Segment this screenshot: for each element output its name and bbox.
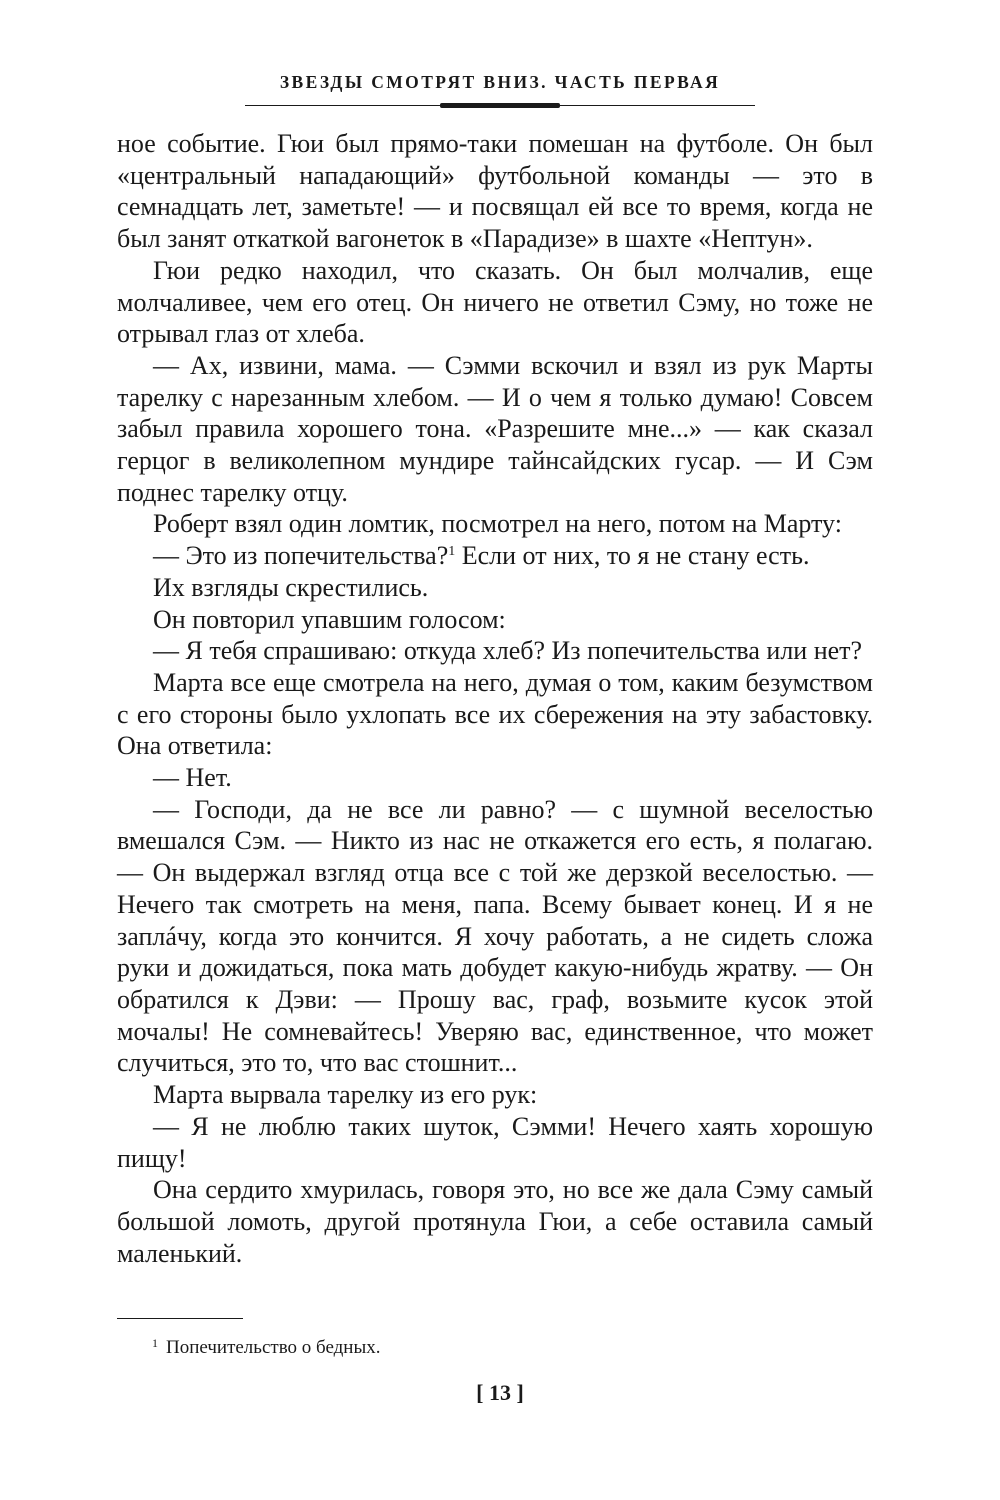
header-rule-ornament xyxy=(440,103,560,108)
paragraph: — Господи, да не все ли равно? — с шумной веселостью вмешался Сэм. — Никто из нас не откажется его есть, я полагаю. — Он выдержал взгляд отца все с той же дерзкой веселостью. — Нечего так смотреть на меня, папа. Всему бывает конец. И я не заплáчу, когда это кончится. Я хочу работать, а не сидеть сложа руки и дожидаться, пока мать добудет какую-нибудь жратву. — Он обратился к Дэви: — Прошу вас, граф, возьмите кусок этой мочалы! Не сомневайтесь! Уверяю вас, единственное, что может случиться, это то, что вас стошнит... xyxy=(117,794,873,1078)
paragraph: Она сердито хмурилась, говоря это, но все же дала Сэму самый большой ломоть, другой протянула Гюи, а себе оставила самый маленький. xyxy=(117,1175,873,1268)
footnote-reference: 1 xyxy=(448,544,456,560)
footnote-marker: 1 xyxy=(152,1336,158,1350)
paragraph-with-footnote xyxy=(117,540,873,572)
paragraph-text: — Это из попечительства? xyxy=(153,541,449,571)
paragraph: Марта все еще смотрела на него, думая о том, каким безумством с его стороны было ухлопать все их сбережения на эту забастовку. Она ответила: xyxy=(117,667,873,761)
paragraph: Марта вырвала тарелку из его рук: xyxy=(153,1080,538,1110)
paragraph: Гюи редко находил, что сказать. Он был молчалив, еще молчаливее, чем его отец. Он ничего не ответил Сэму, но тоже не отрывал глаз от хлеба. xyxy=(117,255,873,349)
running-title: ЗВЕЗДЫ СМОТРЯТ ВНИЗ. ЧАСТЬ ПЕРВАЯ xyxy=(279,72,721,92)
paragraph: Роберт взял один ломтик, посмотрел на него, потом на Марту: xyxy=(153,509,842,539)
paragraph: Их взгляды скрестились. xyxy=(153,572,429,602)
paragraph: — Нет. xyxy=(153,763,232,793)
paragraph: ное событие. Гюи был прямо-таки помешан на футболе. Он был «центральный нападающий» футбольной команды — это в семнадцать лет, заметьте! — и посвящал ей все то время, когда не был занят откаткой вагонеток в «Парадизе» в шахте «Нептун». xyxy=(117,129,873,254)
footnote xyxy=(152,1331,380,1360)
paragraph: — Я не люблю таких шуток, Сэмми! Нечего хаять хорошую пищу! xyxy=(117,1111,873,1173)
footnote-text: Попечительство о бедных. xyxy=(166,1337,381,1358)
footnote-rule xyxy=(117,1318,243,1319)
paragraph: — Я тебя спрашиваю: откуда хлеб? Из попечительства или нет? xyxy=(153,636,863,666)
paragraph: — Ах, извини, мама. — Сэмми вскочил и взял из рук Марты тарелку с нарезанным хлебом. — И о чем я только думаю! Совсем забыл правила хорошего тона. «Разрешите мне...» — как сказал герцог в великолепном мундире тайнсайдских гусар. — И Сэм поднес тарелку отцу. xyxy=(117,350,873,507)
body-text xyxy=(117,128,873,1269)
paragraph-text: Если от них, то я не стану есть. xyxy=(455,541,810,571)
paragraph: Он повторил упавшим голосом: xyxy=(153,604,506,634)
page-number: [ 13 ] xyxy=(476,1380,524,1405)
